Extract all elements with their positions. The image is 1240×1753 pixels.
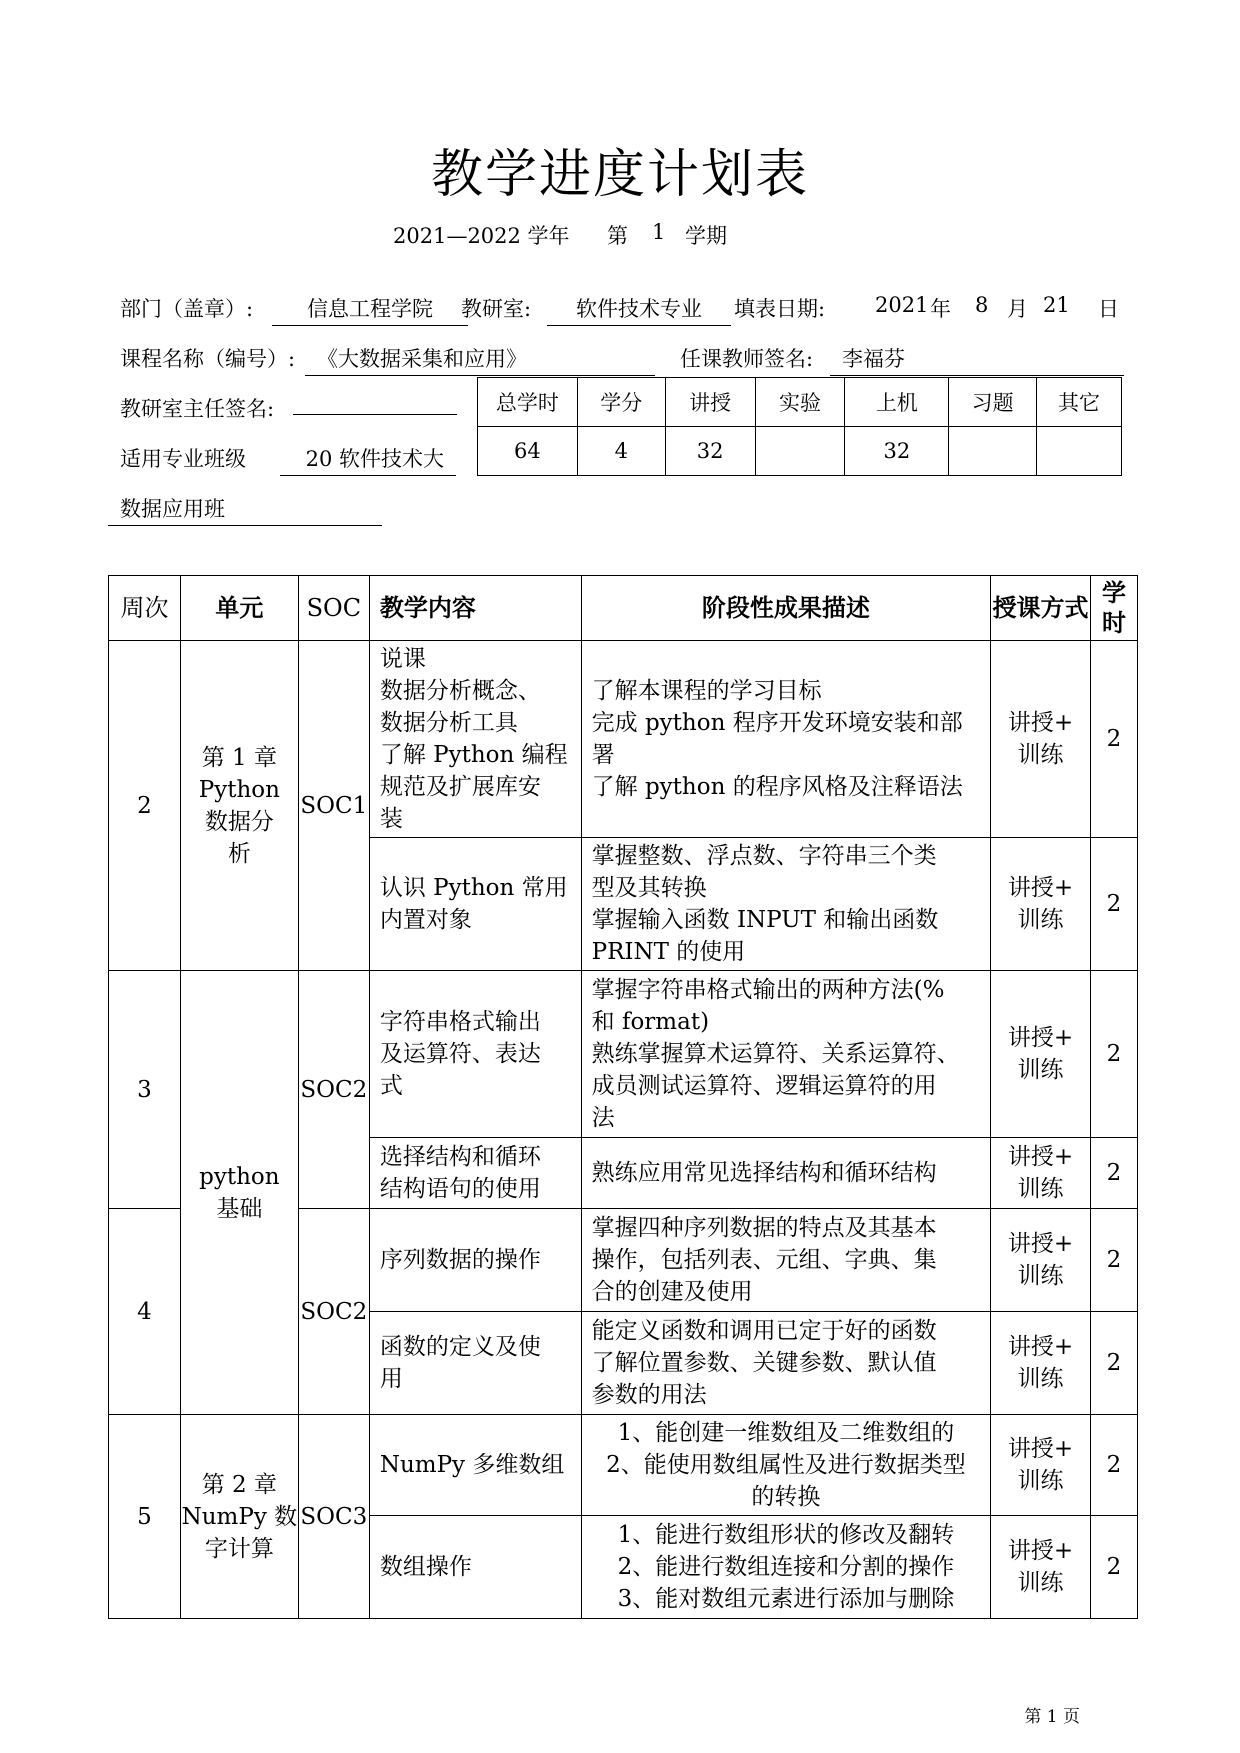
outcome-cell: 掌握整数、浮点数、字符串三个类 型及其转换 掌握输入函数 INPUT 和输出函数 PRINT 的使用 — [581, 838, 990, 971]
teacher-label: 任课教师签名: — [680, 347, 814, 371]
hours-header-credit: 学分 — [577, 378, 665, 427]
office-value: 软件技术专业 — [547, 293, 731, 326]
hours-header-exercise: 习题 — [949, 378, 1037, 427]
method-cell: 讲授+ 训练 — [991, 1209, 1091, 1312]
week-cell: 5 — [109, 1415, 181, 1619]
hours-header-row — [478, 378, 1122, 427]
hours-value-row — [478, 427, 1122, 476]
table-row — [109, 641, 1138, 838]
content-cell: 序列数据的操作 — [369, 1209, 581, 1312]
hours-header-computer: 上机 — [845, 378, 949, 427]
date-month: 8 — [975, 293, 989, 317]
method-cell: 讲授+ 训练 — [991, 971, 1091, 1138]
year-char: 年 — [930, 297, 951, 321]
week-cell: 2 — [109, 641, 181, 971]
outcome-cell: 熟练应用常见选择结构和循环结构 — [581, 1138, 990, 1209]
week-cell: 4 — [109, 1209, 181, 1415]
course-label: 课程名称（编号）: — [120, 347, 296, 371]
office-label: 教研室: — [461, 297, 532, 321]
header-week: 周次 — [109, 576, 181, 641]
term-suffix: 学期 — [685, 224, 727, 248]
hours-cell: 2 — [1090, 971, 1137, 1138]
outcome-cell: 掌握字符串格式输出的两种方法(% 和 format) 熟练掌握算术运算符、关系运算符、 成员测试运算符、逻辑运算符的用 法 — [581, 971, 990, 1138]
schedule-header-row — [109, 576, 1138, 641]
header-method: 授课方式 — [991, 576, 1091, 641]
date-year: 2021 — [875, 293, 929, 317]
hours-other — [1037, 427, 1122, 476]
hours-lecture: 32 — [665, 427, 755, 476]
method-cell: 讲授+ 训练 — [991, 838, 1091, 971]
header-content: 教学内容 — [369, 576, 581, 641]
hours-cell: 2 — [1090, 1415, 1137, 1516]
course-value: 《大数据采集和应用》 — [305, 343, 655, 376]
unit-cell: python 基础 — [180, 971, 298, 1415]
hours-computer: 32 — [845, 427, 949, 476]
date-label: 填表日期: — [734, 297, 826, 321]
unit-cell: 第 2 章 NumPy 数 字计算 — [180, 1415, 298, 1619]
hours-header-total: 总学时 — [478, 378, 578, 427]
content-cell: 函数的定义及使 用 — [369, 1312, 581, 1415]
method-cell: 讲授+ 训练 — [991, 1138, 1091, 1209]
hours-header-other: 其它 — [1037, 378, 1122, 427]
dept-label: 部门（盖章）: — [120, 297, 254, 321]
header-unit: 单元 — [180, 576, 298, 641]
hours-table — [477, 377, 1122, 476]
content-cell: NumPy 多维数组 — [369, 1415, 581, 1516]
class-value-line1: 20 软件技术大 — [280, 443, 456, 476]
hours-cell: 2 — [1090, 641, 1137, 838]
hours-cell: 2 — [1090, 1516, 1137, 1619]
day-char: 日 — [1098, 297, 1119, 321]
page-title: 教学进度计划表 — [430, 145, 809, 205]
teacher-value: 李福芬 — [830, 343, 1124, 376]
hours-credit: 4 — [577, 427, 665, 476]
hours-cell: 2 — [1090, 838, 1137, 971]
academic-year: 2021—2022 学年 — [393, 224, 570, 248]
term-number: 1 — [652, 220, 666, 244]
outcome-cell: 了解本课程的学习目标 完成 python 程序开发环境安装和部 署 了解 python 的程序风格及注释语法 — [581, 641, 990, 838]
hours-cell: 2 — [1090, 1138, 1137, 1209]
header-hours: 学时 — [1090, 576, 1137, 641]
hours-experiment — [755, 427, 845, 476]
soc-cell: SOC1 — [298, 641, 369, 971]
content-cell: 数组操作 — [369, 1516, 581, 1619]
dept-value: 信息工程学院 — [272, 293, 468, 326]
content-cell: 选择结构和循环 结构语句的使用 — [369, 1138, 581, 1209]
soc-cell: SOC2 — [298, 1209, 369, 1415]
table-row — [109, 1415, 1138, 1516]
outcome-cell: 掌握四种序列数据的特点及其基本 操作，包括列表、元组、字典、集 合的创建及使用 — [581, 1209, 990, 1312]
header-soc: SOC — [298, 576, 369, 641]
director-label: 教研室主任签名: — [120, 397, 275, 421]
schedule-table — [108, 575, 1138, 1619]
content-cell: 字符串格式输出 及运算符、表达 式 — [369, 971, 581, 1138]
method-cell: 讲授+ 训练 — [991, 1312, 1091, 1415]
content-cell: 说课 数据分析概念、 数据分析工具 了解 Python 编程 规范及扩展库安 装 — [369, 641, 581, 838]
unit-cell: 第 1 章 Python 数据分 析 — [180, 641, 298, 971]
class-value-line2: 数据应用班 — [108, 493, 382, 526]
content-cell: 认识 Python 常用 内置对象 — [369, 838, 581, 971]
month-char: 月 — [1007, 297, 1028, 321]
outcome-cell: 1、能进行数组形状的修改及翻转 2、能进行数组连接和分割的操作 3、能对数组元素进行添加与删除 — [581, 1516, 990, 1619]
method-cell: 讲授+ 训练 — [991, 641, 1091, 838]
hours-exercise — [949, 427, 1037, 476]
week-cell: 3 — [109, 971, 181, 1209]
outcome-cell: 1、能创建一维数组及二维数组的 2、能使用数组属性及进行数据类型 的转换 — [581, 1415, 990, 1516]
page-number: 第 1 页 — [1024, 1707, 1080, 1727]
hours-header-lecture: 讲授 — [665, 378, 755, 427]
director-signature-line — [293, 414, 457, 415]
soc-cell: SOC2 — [298, 971, 369, 1209]
hours-cell: 2 — [1090, 1312, 1137, 1415]
hours-cell: 2 — [1090, 1209, 1137, 1312]
table-row — [109, 971, 1138, 1138]
class-label: 适用专业班级 — [120, 447, 246, 471]
header-outcome: 阶段性成果描述 — [581, 576, 990, 641]
hours-header-experiment: 实验 — [755, 378, 845, 427]
term-prefix: 第 — [607, 224, 628, 248]
method-cell: 讲授+ 训练 — [991, 1516, 1091, 1619]
method-cell: 讲授+ 训练 — [991, 1415, 1091, 1516]
soc-cell: SOC3 — [298, 1415, 369, 1619]
outcome-cell: 能定义函数和调用已定于好的函数 了解位置参数、关键参数、默认值 参数的用法 — [581, 1312, 990, 1415]
date-day: 21 — [1043, 293, 1070, 317]
hours-total: 64 — [478, 427, 578, 476]
